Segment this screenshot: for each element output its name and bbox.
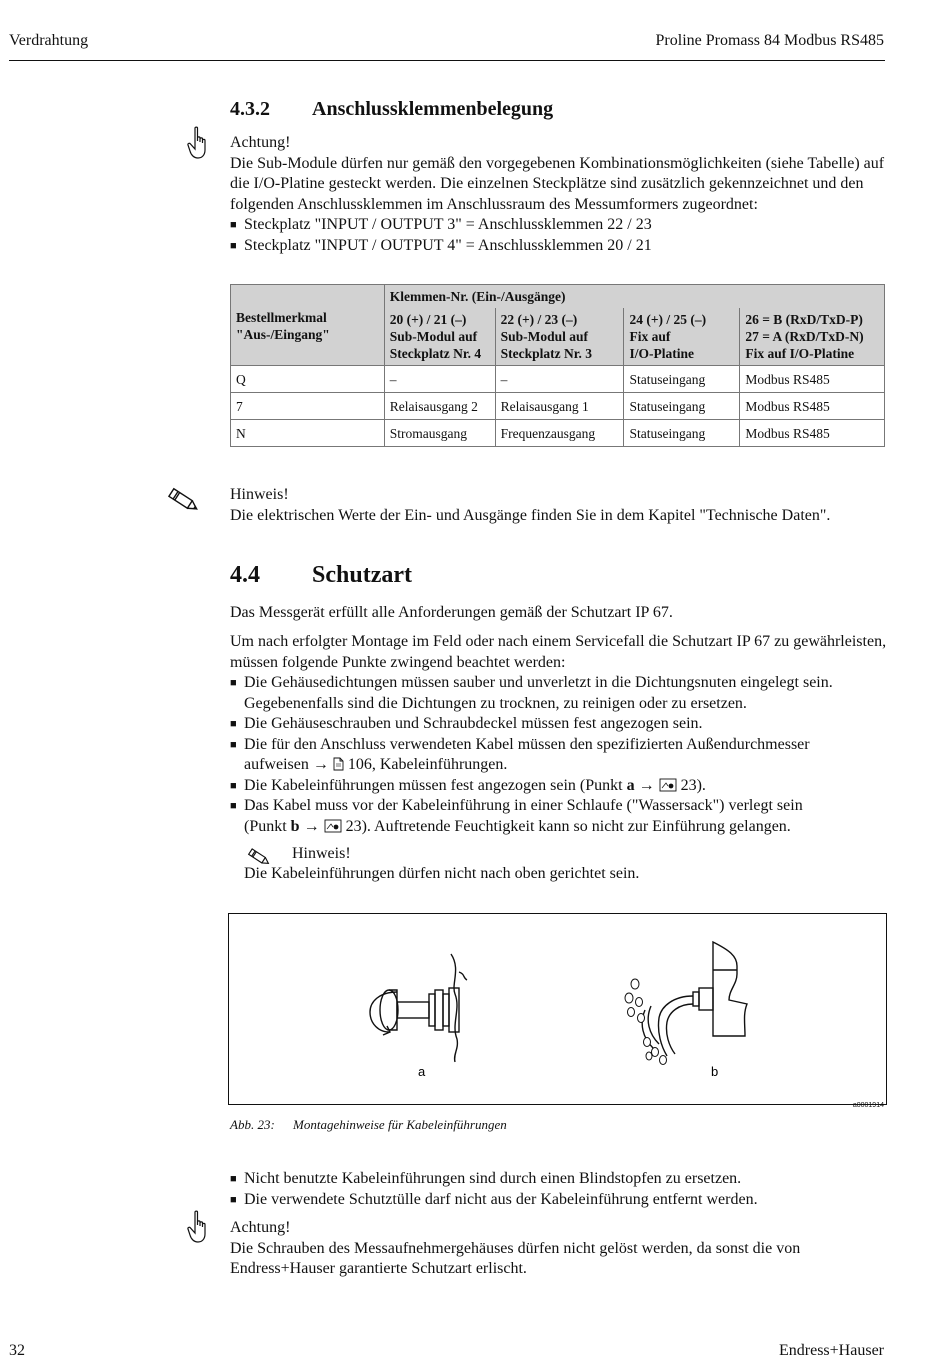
figure-label-b: b [711,1064,719,1079]
note-title: Hinweis! [292,845,351,862]
figure-frame [228,913,887,1105]
figure-code: a0001914 [852,1102,884,1109]
list-item: ■ Steckplatz "INPUT / OUTPUT 4" = Anschlussklemmen 20 / 21 [230,236,890,257]
table-header-col3: 24 (+) / 25 (–) Fix auf I/O-Platine [624,308,740,366]
protection-requirements [230,632,890,837]
caution-text: Die Schrauben des Messaufnehmergehäuses dürfen nicht gelöst werden, da sonst die von Endress+Hauser garantierte Schutzart erlischt. [230,1239,801,1277]
list-item: ■ Die für den Anschluss verwendeten Kabel müssen den spezifizierten Außendurchmesser aufweisen → 106, Kabeleinführungen. [230,735,890,776]
page-ref-icon [333,757,344,771]
note-text: Die elektrischen Werte der Ein- und Ausgänge finden Sie in dem Kapitel "Technische Daten". [230,506,831,524]
list-item: ■ Steckplatz "INPUT / OUTPUT 3" = Anschlussklemmen 22 / 23 [230,215,890,236]
caution-block-2 [230,1218,890,1280]
running-header-left: Verdrahtung [9,32,89,49]
note-block-1 [230,485,890,526]
caution-text: Die Sub-Module dürfen nur gemäß den vorgegebenen Kombinationsmöglichkeiten (siehe Tabelle) auf die I/O-Platine gesteckt werden. Die einzelnen Steckplätze sind zusätzlich gekennzeichnet und den folgenden Anschlussklemmen im Anschlussraum des Messumformers zugeordnet: [230,154,885,213]
table-header-col2: 22 (+) / 23 (–) Sub-Modul auf Steckplatz Nr. 3 [495,308,624,366]
table-header-col4: 26 = B (RxD/TxD-P) 27 = A (RxD/TxD-N) Fix auf I/O-Platine [740,308,885,366]
list-item: ■ Nicht benutzte Kabeleinführungen sind durch einen Blindstopfen zu ersetzen. [230,1169,890,1190]
caution-block-1 [230,133,890,256]
figure-ref-icon [324,819,342,833]
figure-label-a: a [418,1064,426,1079]
table-group-header: Klemmen-Nr. (Ein-/Ausgänge) [384,285,884,309]
table-row: N Stromausgang Frequenzausgang Statuseingang Modbus RS485 [231,420,885,447]
protection-intro: Das Messgerät erfüllt alle Anforderungen gemäß der Schutzart IP 67. [230,604,673,621]
caution-title: Achtung! [230,1219,291,1236]
gland-tightening-drawing [370,954,467,1062]
table-header-col1: 20 (+) / 21 (–) Sub-Modul auf Steckplatz Nr. 4 [384,308,495,366]
running-header-right: Proline Promass 84 Modbus RS485 [655,32,884,49]
footer-brand: Endress+Hauser [779,1342,884,1359]
pointing-hand-icon [186,1210,210,1246]
note-title: Hinweis! [230,486,289,503]
requirements-list [230,673,890,837]
drip-loop-drawing [642,942,747,1056]
header-rule [9,60,885,61]
pencil-icon [163,486,201,514]
list-item: ■ Die Gehäusedichtungen müssen sauber und unverletzt in die Dichtungsnuten eingelegt sein. Gegebenenfalls sind die Dichtungen zu trocknen, zu reinigen oder zu ersetzen. [230,673,890,714]
list-item: ■ Das Kabel muss vor der Kabeleinführung in einer Schlaufe ("Wassersack") verlegt sein (Punkt b → 23). Auftretende Feuchtigkeit kann so nicht zur Einführung gelangen. [230,796,890,837]
list-item: ■ Die Kabeleinführungen müssen fest angezogen sein (Punkt a → 23). [230,776,890,797]
caution-title: Achtung! [230,134,291,151]
section-number: 4.3.2 [230,98,270,120]
section-heading-4-4 [230,562,412,589]
water-drops [625,979,667,1065]
page-number: 32 [9,1342,25,1359]
cable-gland-illustration [229,914,886,1104]
pointing-hand-icon [186,126,210,162]
list-item: ■ Die Gehäuseschrauben und Schraubdeckel müssen fest angezogen sein. [230,714,890,735]
list-item: ■ Die verwendete Schutztülle darf nicht aus der Kabeleinführung entfernt werden. [230,1190,890,1211]
section-number: 4.4 [230,562,260,588]
section-title: Schutzart [312,562,412,588]
section-title: Anschlussklemmenbelegung [312,98,554,120]
slot-list [230,215,890,256]
gland-rules [230,1169,890,1210]
figure-caption: Abb. 23: Montagehinweise für Kabeleinführungen [230,1117,507,1132]
protection-para: Um nach erfolgter Montage im Feld oder nach einem Servicefall die Schutzart IP 67 zu gewährleisten, müssen folgende Punkte zwingend beachtet werden: [230,633,887,671]
table-header-order-code: Bestellmerkmal "Aus-/Eingang" [231,285,385,366]
figure-ref-icon [659,778,677,792]
table-row: Q – – Statuseingang Modbus RS485 [231,366,885,393]
table-row: 7 Relaisausgang 2 Relaisausgang 1 Statuseingang Modbus RS485 [231,393,885,420]
note-text: Die Kabeleinführungen dürfen nicht nach oben gerichtet sein. [244,865,640,882]
pencil-icon [244,847,272,867]
terminal-assignment-table [230,284,885,447]
section-heading-4-3-2 [230,98,553,121]
